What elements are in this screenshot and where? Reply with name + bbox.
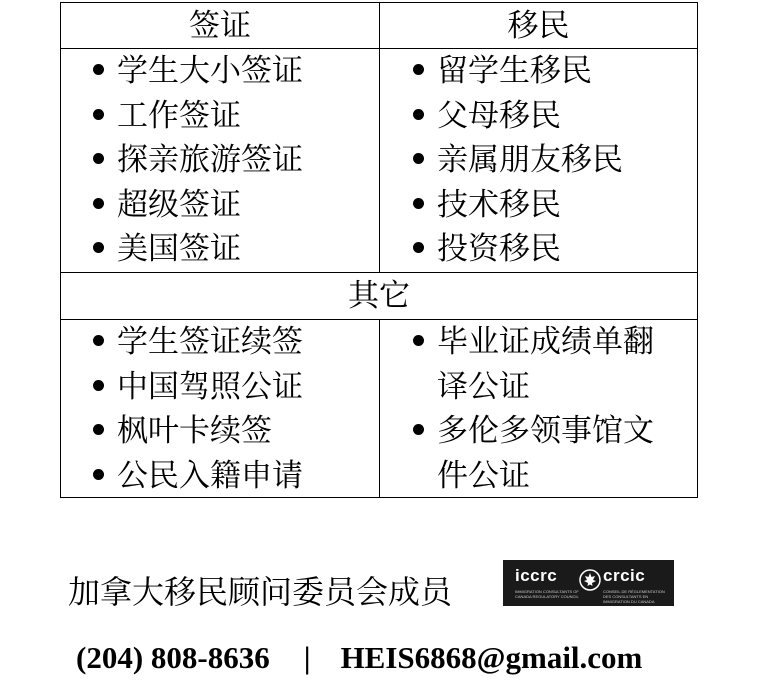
bullet-icon [93,335,104,346]
separator: | [303,640,311,675]
visa-list [93,49,303,272]
other-right-list [413,320,654,498]
column-divider [379,319,380,497]
bullet-icon [93,242,104,253]
list-item: 工作签证 [93,94,303,139]
email-address: HEIS6868@gmail.com [340,640,643,675]
list-item: 投资移民 [413,227,623,272]
maple-leaf-icon [579,569,601,591]
iccrc-logo [503,560,674,606]
list-item: 公民入籍申请 [93,454,303,499]
phone-number: (204) 808-8636 [76,640,270,675]
visa-header: 签证 [189,8,251,44]
list-item: 技术移民 [413,183,623,228]
bullet-icon [93,198,104,209]
list-item: 留学生移民 [413,49,623,94]
list-item: 学生大小签证 [93,49,303,94]
other-header: 其它 [348,278,410,314]
other-left-list [93,320,303,498]
bullet-icon [413,335,424,346]
list-item: 枫叶卡续签 [93,409,303,454]
bullet-icon [93,380,104,391]
contact-line [76,636,642,680]
bullet-icon [93,469,104,480]
list-item: 中国驾照公证 [93,365,303,410]
bullet-icon [93,109,104,120]
bullet-icon [413,242,424,253]
bullet-icon [93,153,104,164]
list-item: 亲属朋友移民 [413,138,623,183]
list-item: 美国签证 [93,227,303,272]
bullet-icon [93,64,104,75]
logo-text-right: crcic [603,566,646,585]
immigration-header: 移民 [507,8,570,44]
bullet-icon [413,424,424,435]
list-item: 超级签证 [93,183,303,228]
list-item: 毕业证成绩单翻 译公证 [413,320,654,409]
bullet-icon [413,153,424,164]
divider [61,272,697,273]
logo-subtext-left: IMMIGRATION CONSULTANTS OF CANADA REGULATORY COUNCIL [515,589,579,599]
list-item: 学生签证续签 [93,320,303,365]
bullet-icon [413,198,424,209]
membership-text: 加拿大移民顾问委员会成员 [68,573,453,611]
list-item: 探亲旅游签证 [93,138,303,183]
bullet-icon [413,109,424,120]
list-item: 多伦多领事馆文 件公证 [413,409,654,498]
bullet-icon [413,64,424,75]
list-item: 父母移民 [413,94,623,139]
immigration-list [413,49,623,272]
bullet-icon [93,424,104,435]
logo-text-left: iccrc [515,566,558,585]
services-table [60,2,698,498]
logo-subtext-right: CONSEIL DE RÉGLEMENTATION DES CONSULTANTS EN IMMIGRATION DU CANADA [603,589,665,604]
